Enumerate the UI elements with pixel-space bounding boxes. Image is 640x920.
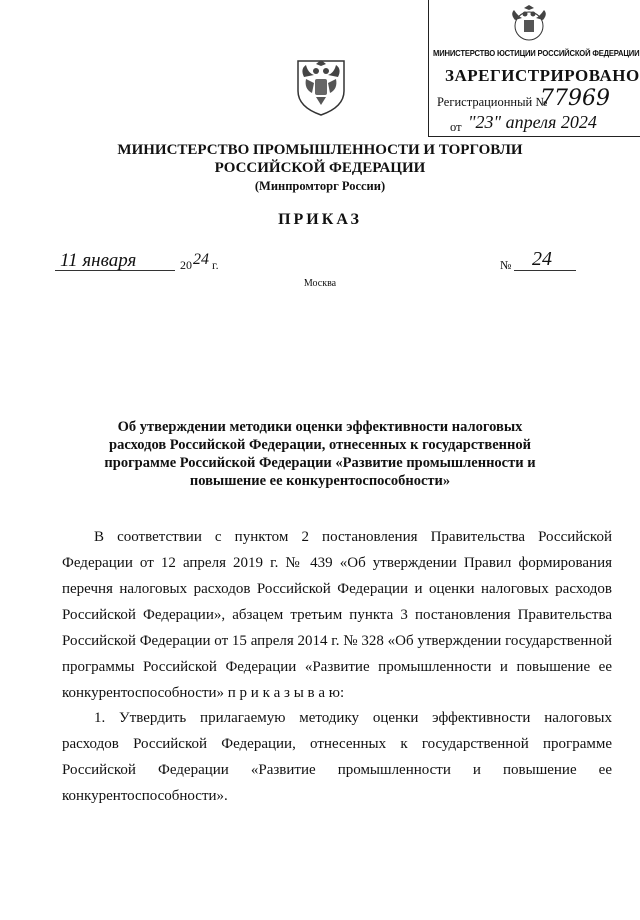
order-number-underline <box>514 270 576 271</box>
ministry-name-line1: МИНИСТЕРСТВО ПРОМЫШЛЕННОСТИ И ТОРГОВЛИ <box>117 142 523 158</box>
stamp-date-label: от <box>450 120 462 134</box>
ministry-short-name: (Минпромторг России) <box>254 179 386 193</box>
stamp-emblem-icon <box>506 4 552 44</box>
order-year-suffix: г. <box>212 258 219 272</box>
stamp-date-value: "23" апреля 2024 <box>468 112 597 132</box>
stamp-reg-number-label: Регистрационный № <box>437 95 548 109</box>
stamp-registered: ЗАРЕГИСТРИРОВАНО <box>445 66 640 85</box>
russian-coat-of-arms-icon <box>294 55 348 117</box>
order-year-prefix: 20 <box>180 258 192 272</box>
city: Москва <box>303 278 337 289</box>
document-type: ПРИКАЗ <box>278 211 362 228</box>
order-year-handwritten: 24 <box>193 251 209 268</box>
body-paragraph-2: 1. Утвердить прилагаемую методику оценки эффективности налоговых расходов Российской Федерации, отнесенных к государственной программе Российской Федерации «Развитие промышленности и повышение ее конкурентоспособности». <box>62 710 612 804</box>
order-title: Об утверждении методики оценки эффективности налоговых расходов Российской Федерации, отнесенных к государственной программе Российской Федерации «Развитие промышленности и повышение ее конкурентоспособности» <box>104 419 536 489</box>
stamp-ministry: МИНИСТЕРСТВО ЮСТИЦИИ РОССИЙСКОЙ ФЕДЕРАЦИИ <box>433 48 640 58</box>
order-number-label: № <box>500 258 512 272</box>
ministry-name-line2: РОССИЙСКОЙ ФЕДЕРАЦИИ <box>214 160 426 176</box>
stamp-reg-number-value: 77969 <box>540 86 610 111</box>
order-date-underline <box>55 270 175 271</box>
body-paragraph-1: В соответствии с пунктом 2 постановления Правительства Российской Федерации от 12 апреля 2019 г. № 439 «Об утверждении Правил формирования перечня налоговых расходов Российской Федерации и оценки налоговых расходов Российской Федерации», абзацем третьим пункта 3 постановления Правительства Российской Федерации от 15 апреля 2014 г. № 328 «Об утверждении государственной программы Российской Федерации «Развитие промышленности и повышение ее конкурентоспособности» п р и к а з ы в а ю: <box>62 529 612 701</box>
order-date-handwritten: 11 января <box>60 250 137 271</box>
order-number-handwritten: 24 <box>532 248 552 270</box>
